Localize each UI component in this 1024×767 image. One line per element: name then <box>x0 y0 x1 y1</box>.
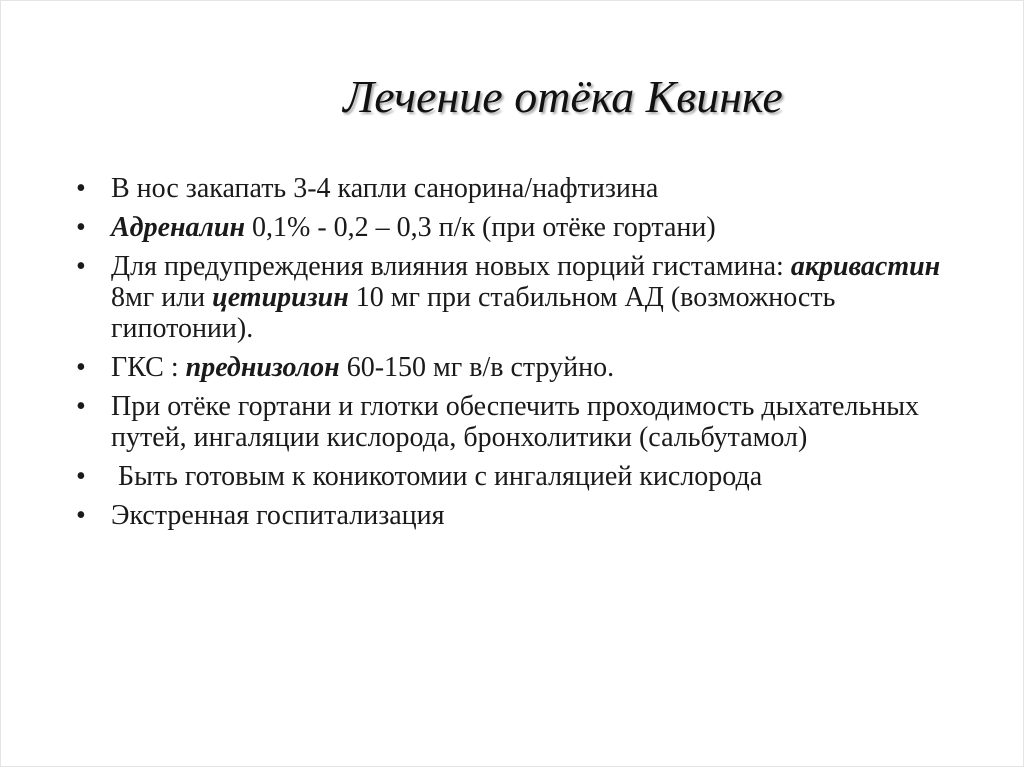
item-text: Экстренная госпитализация <box>111 500 445 531</box>
item-text: 0,1% - 0,2 – 0,3 п/к (при отёке гортани) <box>245 212 716 243</box>
list-item <box>76 461 956 492</box>
bullet-icon: • <box>76 173 86 204</box>
item-text: 60-150 мг в/в струйно. <box>339 352 615 383</box>
list-item <box>76 173 956 204</box>
list-item <box>76 251 956 344</box>
item-text: 10 мг при стабильном АД (возможность гипотонии). <box>111 282 836 344</box>
item-text: При отёке гортани и глотки обеспечить проходимость дыхательных путей, ингаляции кислорода, бронхолитики (сальбутамол) <box>111 391 920 453</box>
list-item <box>76 500 956 531</box>
bullet-icon: • <box>76 500 86 531</box>
item-text: 8мг или <box>111 282 213 313</box>
drug-name: акривастин <box>790 251 941 282</box>
bullet-icon: • <box>76 352 86 383</box>
item-text: ГКС : <box>111 352 186 383</box>
slide-title: Лечение отёка Квинке <box>343 71 783 122</box>
bullet-icon: • <box>76 212 86 243</box>
list-item <box>76 391 956 453</box>
bullet-icon: • <box>76 251 86 282</box>
bullet-icon: • <box>76 461 86 492</box>
bullet-icon: • <box>76 391 86 422</box>
bullet-list <box>76 173 956 539</box>
item-text: Быть готовым к коникотомии с ингаляцией кислорода <box>111 461 763 492</box>
drug-name: преднизолон <box>185 352 340 383</box>
item-text: В нос закапать 3-4 капли санорина/нафтизина <box>111 173 659 204</box>
list-item <box>76 352 956 383</box>
drug-name: цетиризин <box>212 282 349 313</box>
list-item <box>76 212 956 243</box>
drug-name: Адреналин <box>111 212 246 243</box>
item-text: Для предупреждения влияния новых порций гистамина: <box>111 251 791 282</box>
